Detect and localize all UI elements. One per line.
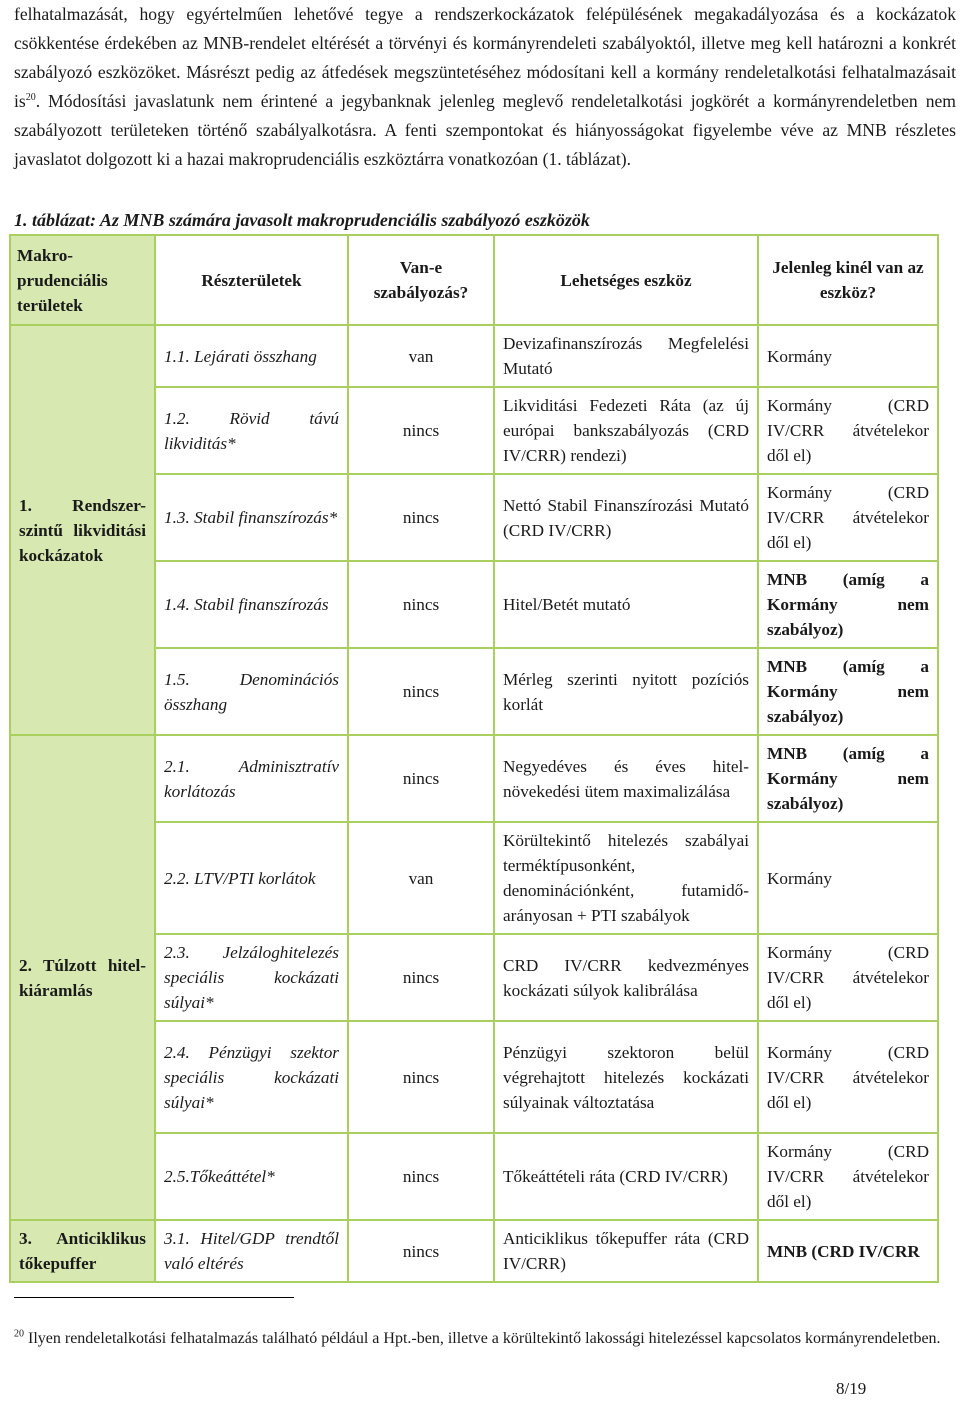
area-cell: 2. Túlzott hitel-kiáramlás <box>10 735 155 1220</box>
subarea-cell: 2.5.Tőkeáttétel* <box>155 1133 348 1220</box>
paragraph-text-part2: . Módosítási javaslatunk nem érintené a jegybanknak jelenleg meglevő rendeletalkotási jogkörét a kormányrendeletben nem szabályozott területeken történő szabályalkotásra. A fenti szempontokat és hiányosságokat figyelembe véve az MNB részletes javaslatot dolgozott ki a hazai makroprudenciális eszköztárra vonatkozóan (1. táblázat). <box>14 90 956 169</box>
available-cell: MNB (amíg a Kormány nem szabályoz) <box>758 648 938 735</box>
available-cell: Kormány (CRD IV/CRR átvételekor dől el) <box>758 1133 938 1220</box>
tool-cell: Anticiklikus tőkepuffer ráta (CRD IV/CRR) <box>494 1220 758 1282</box>
regulated-cell: nincs <box>348 1021 494 1133</box>
header-available: Jelenleg kinél van az eszköz? <box>758 235 938 325</box>
subarea-cell: 2.2. LTV/PTI korlátok <box>155 822 348 934</box>
subarea-cell: 1.5. Denominációs összhang <box>155 648 348 735</box>
subarea-cell: 2.1. Adminisztratív korlátozás <box>155 735 348 822</box>
available-cell: Kormány (CRD IV/CRR átvételekor dől el) <box>758 474 938 561</box>
subarea-cell: 1.1. Lejárati összhang <box>155 325 348 387</box>
header-tool: Lehetséges eszköz <box>494 235 758 325</box>
table-row <box>10 1220 938 1282</box>
regulated-cell: nincs <box>348 561 494 648</box>
available-cell: Kormány (CRD IV/CRR átvételekor dől el) <box>758 1021 938 1133</box>
subarea-cell: 2.3. Jelzáloghitelezés speciális kockázati súlyai* <box>155 934 348 1021</box>
regulated-cell: van <box>348 822 494 934</box>
page-number: 8/19 <box>836 1379 867 1398</box>
regulated-cell: nincs <box>348 1220 494 1282</box>
tool-cell: Negyedéves és éves hitel-növekedési ütem maximalizálása <box>494 735 758 822</box>
table-row <box>10 325 938 387</box>
header-regulated: Van-e szabályozás? <box>348 235 494 325</box>
header-area: Makro-prudenciális területek <box>10 235 155 325</box>
tool-cell: Körültekintő hitelezés szabályai terméktípusonként, denominációnként, futamidő-arányosan + PTI szabályok <box>494 822 758 934</box>
tool-cell: Devizafinanszírozás Megfelelési Mutató <box>494 325 758 387</box>
table-row <box>10 735 938 822</box>
table-caption: 1. táblázat: Az MNB számára javasolt makroprudenciális szabályozó eszközök <box>14 210 590 230</box>
body-paragraph <box>14 0 956 173</box>
subarea-cell: 1.4. Stabil finanszírozás <box>155 561 348 648</box>
footnote-text: Ilyen rendeletalkotási felhatalmazás található például a Hpt.-ben, illetve a körültekintő lakossági hitelezéssel kapcsolatos kormányrendeletben. <box>28 1330 941 1347</box>
area-cell: 3. Anticiklikus tőkepuffer <box>10 1220 155 1282</box>
footnote-separator <box>14 1297 294 1298</box>
subarea-cell: 3.1. Hitel/GDP trendtől való eltérés <box>155 1220 348 1282</box>
regulated-cell: nincs <box>348 387 494 474</box>
tool-cell: Nettó Stabil Finanszírozási Mutató (CRD IV/CRR) <box>494 474 758 561</box>
regulated-cell: van <box>348 325 494 387</box>
available-cell: Kormány (CRD IV/CRR átvételekor dől el) <box>758 387 938 474</box>
tool-cell: Mérleg szerinti nyitott pozíciós korlát <box>494 648 758 735</box>
available-cell: Kormány (CRD IV/CRR átvételekor dől el) <box>758 934 938 1021</box>
available-cell: MNB (amíg a Kormány nem szabályoz) <box>758 561 938 648</box>
tool-cell: Likviditási Fedezeti Ráta (az új európai bankszabályozás (CRD IV/CRR) rendezi) <box>494 387 758 474</box>
tool-cell: Tőkeáttételi ráta (CRD IV/CRR) <box>494 1133 758 1220</box>
available-cell: Kormány <box>758 822 938 934</box>
footnote-reference[interactable]: 20 <box>25 91 36 103</box>
subarea-cell: 1.3. Stabil finanszírozás* <box>155 474 348 561</box>
macroprudential-tools-table <box>9 234 939 1283</box>
available-cell: MNB (amíg a Kormány nem szabályoz) <box>758 735 938 822</box>
regulated-cell: nincs <box>348 1133 494 1220</box>
header-subarea: Részterületek <box>155 235 348 325</box>
regulated-cell: nincs <box>348 474 494 561</box>
subarea-cell: 1.2. Rövid távú likviditás* <box>155 387 348 474</box>
table-header-row <box>10 235 938 325</box>
regulated-cell: nincs <box>348 648 494 735</box>
area-cell: 1. Rendszer-szintű likviditási kockázatok <box>10 325 155 735</box>
available-cell: Kormány <box>758 325 938 387</box>
tool-cell: Hitel/Betét mutató <box>494 561 758 648</box>
available-cell: MNB (CRD IV/CRR <box>758 1220 938 1282</box>
footnote-number: 20 <box>14 1328 24 1340</box>
footnote <box>14 1327 956 1351</box>
paragraph-text-part1: felhatalmazását, hogy egyértelműen lehetővé tegye a rendszerkockázatok felépülésének megakadályozása és a kockázatok csökkentése érdekében az MNB-rendelet eltérését a törvényi és kormányrendeleti szabályoktól, illetve meg kell határozni a konkrét szabályozó eszközöket. Másrészt pedig az átfedések megszüntetéséhez módosítani kell a kormány rendeletalkotási felhatalmazásait is <box>14 4 956 111</box>
tool-cell: CRD IV/CRR kedvezményes kockázati súlyok kalibrálása <box>494 934 758 1021</box>
regulated-cell: nincs <box>348 735 494 822</box>
subarea-cell: 2.4. Pénzügyi szektor speciális kockázati súlyai* <box>155 1021 348 1133</box>
regulated-cell: nincs <box>348 934 494 1021</box>
tool-cell: Pénzügyi szektoron belül végrehajtott hitelezés kockázati súlyainak változtatása <box>494 1021 758 1133</box>
